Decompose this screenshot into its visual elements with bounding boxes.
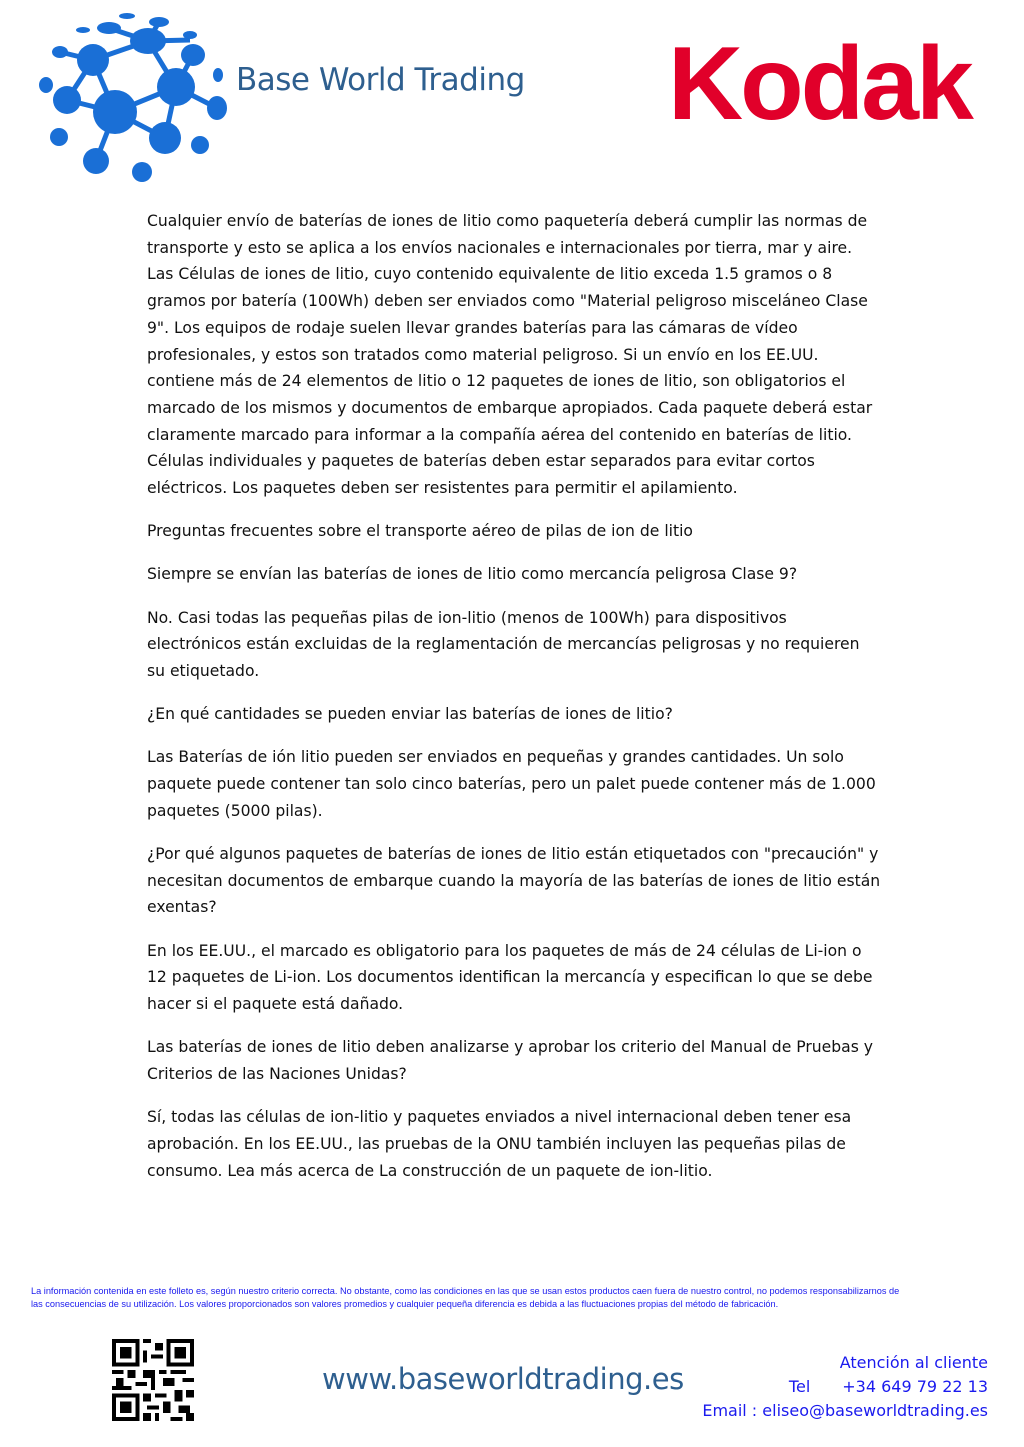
document-body — [147, 208, 882, 1201]
disclaimer-line: las consecuencias de su utilización. Los valores proporcionados son valores promedios y cualquier pequeña diferencia es debida a las fluctuaciones propias del método de fabricación. — [31, 1298, 779, 1309]
qr-code-icon — [112, 1339, 194, 1421]
disclaimer — [31, 1285, 1021, 1310]
faq-question: ¿Por qué algunos paquetes de baterías de iones de litio están etiquetados con "precaución" y necesitan documentos de embarque cuando la mayoría de las baterías de iones de litio están exentas? — [147, 845, 881, 917]
faq-answer: Las Baterías de ión litio pueden ser enviados en pequeñas y grandes cantidades. Un solo paquete puede contener tan solo cinco baterías, pero un palet puede contener más de 1.000 paquetes (5000 pilas). — [147, 748, 876, 820]
faq-heading: Preguntas frecuentes sobre el transporte aéreo de pilas de ion de litio — [147, 522, 693, 541]
contact-block — [702, 1351, 988, 1423]
brand-name: Base World Trading — [236, 62, 525, 98]
faq-answer: Sí, todas las células de ion-litio y paquetes enviados a nivel internacional deben tener esa aprobación. En los EE.UU., las pruebas de la ONU también incluyen las pequeñas pilas de consumo. Lea más acerca de La construcción de un paquete de ion-litio. — [147, 1108, 852, 1180]
phone-number[interactable]: +34 649 79 22 13 — [842, 1377, 988, 1396]
network-globe-logo-icon — [30, 8, 230, 193]
phone-line — [702, 1375, 988, 1399]
customer-service-label: Atención al cliente — [839, 1353, 988, 1372]
faq-question: ¿En qué cantidades se pueden enviar las baterías de iones de litio? — [147, 705, 673, 724]
website-link[interactable]: www.baseworldtrading.es — [322, 1362, 684, 1396]
faq-question: Siempre se envían las baterías de iones de litio como mercancía peligrosa Clase 9? — [147, 565, 798, 584]
kodak-logo: Kodak — [668, 26, 971, 142]
disclaimer-line: La información contenida en este folleto es, según nuestro criterio correcta. No obstante, como las condiciones en las que se usan estos productos caen fuera de nuestro control, no podemos responsabilizarnos de — [31, 1286, 900, 1296]
faq-question: Las baterías de iones de litio deben analizarse y aprobar los criterio del Manual de Pruebas y Criterios de las Naciones Unidas? — [147, 1038, 874, 1083]
tel-label: Tel — [788, 1377, 811, 1396]
faq-answer: No. Casi todas las pequeñas pilas de ion-litio (menos de 100Wh) para dispositivos electrónicos están excluidas de la reglamentación de mercancías peligrosas y no requieren su etiquetado. — [147, 608, 860, 681]
faq-answer: En los EE.UU., el marcado es obligatorio para los paquetes de más de 24 células de Li-ion o 12 paquetes de Li-ion. Los documentos identifican la mercancía y especifican lo que se debe hacer si el paquete está dañado. — [147, 941, 873, 1014]
email-line[interactable]: Email : eliseo@baseworldtrading.es — [702, 1401, 988, 1420]
intro-paragraph: Cualquier envío de baterías de iones de litio como paquetería deberá cumplir las normas de transporte y esto se aplica a los envíos nacionales e internacionales por tierra, mar y aire. Las Células de iones de litio, cuyo contenido equivalente de litio exceda 1.5 gramos o 8 gramos por batería (100Wh) deben ser enviados como "Material peligroso misceláneo Clase 9". Los equipos de rodaje suelen llevar grandes baterías para las cámaras de vídeo profesionales, y estos son tratados como material peligroso. Si un envío en los EE.UU. contiene más de 24 elementos de litio o 12 paquetes de iones de litio, son obligatorios el marcado de los mismos y documentos de embarque apropiados. Cada paquete deberá estar claramente marcado para informar a la compañía aérea del contenido en baterías de litio. Células individuales y paquetes de baterías deben estar separados para evitar cortos eléctricos. Los paquetes deben ser resistentes para permitir el apilamiento. — [147, 212, 873, 498]
